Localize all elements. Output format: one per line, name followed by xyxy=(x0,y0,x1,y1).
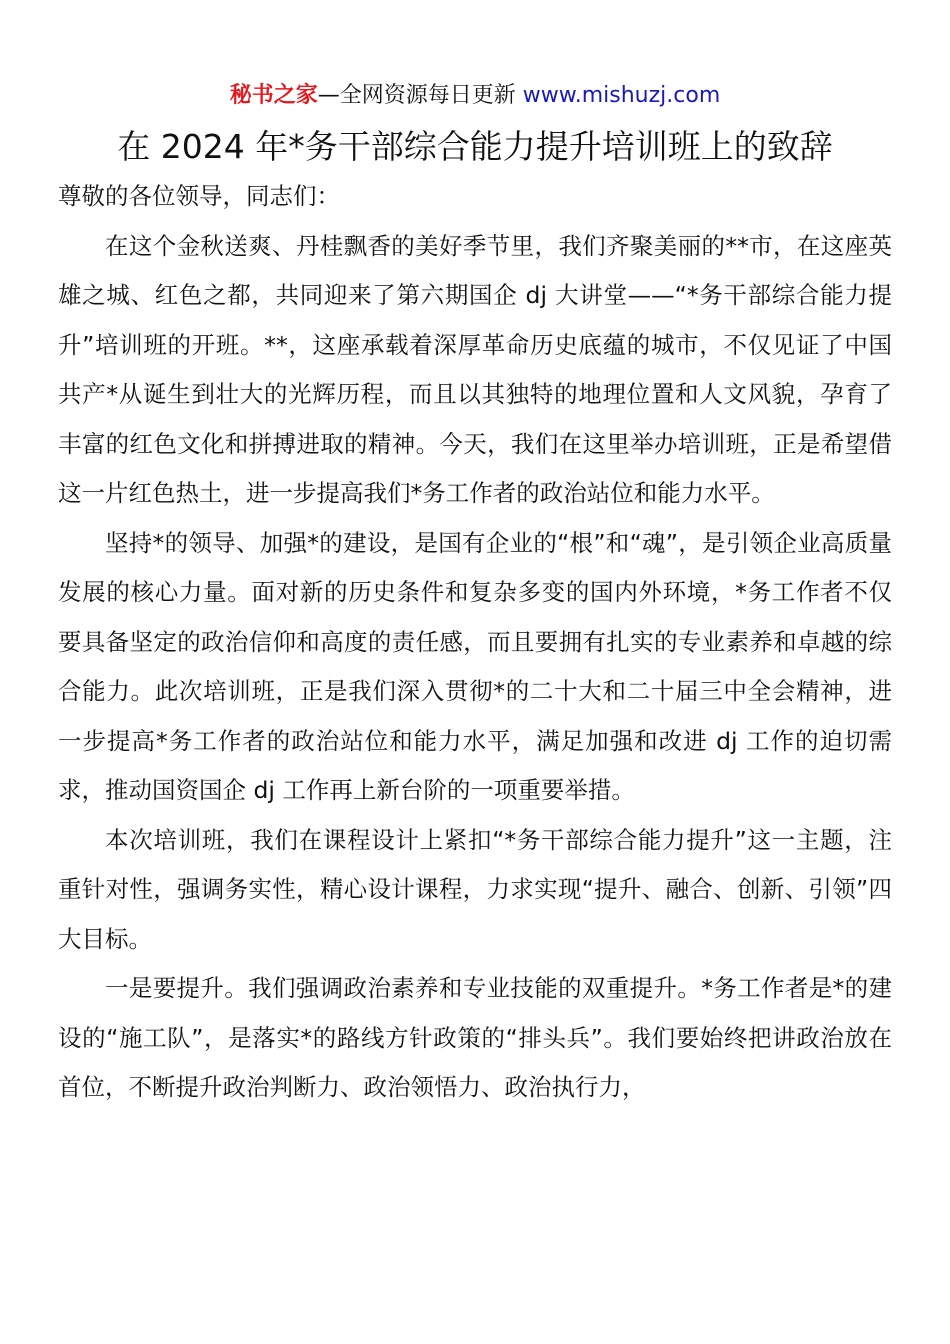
site-url-link[interactable]: www.mishuzj.com xyxy=(522,83,721,108)
paragraph-1: 在这个金秋送爽、丹桂飘香的美好季节里，我们齐聚美丽的**市，在这座英雄之城、红色之都，共同迎来了第六期国企 dj 大讲堂——“*务干部综合能力提升”培训班的开班。**，这座承载着深厚革命历史底蕴的城市，不仅见证了中国共产*从诞生到壮大的光辉历程，而且以其独特的地理位置和人文风貌，孕育了丰富的红色文化和拼搏进取的精神。今天，我们在这里举办培训班，正是希望借这一片红色热土，进一步提高我们*务工作者的政治站位和能力水平。 xyxy=(58,231,892,507)
site-header xyxy=(0,80,950,112)
document-body xyxy=(58,172,892,1113)
paragraph-4: 一是要提升。我们强调政治素养和专业技能的双重提升。*务工作者是*的建设的“施工队”，是落实*的路线方针政策的“排头兵”。我们要始终把讲政治放在首位，不断提升政治判断力、政治领悟力、政治执行力， xyxy=(58,974,892,1101)
salutation: 尊敬的各位领导，同志们： xyxy=(58,182,340,210)
paragraph-3: 本次培训班，我们在课程设计上紧扣“*务干部综合能力提升”这一主题，注重针对性，强调务实性，精心设计课程，力求实现“提升、融合、创新、引领”四大目标。 xyxy=(58,825,892,953)
paragraph-2: 坚持*的领导、加强*的建设，是国有企业的“根”和“魂”，是引领企业高质量发展的核心力量。面对新的历史条件和复杂多变的国内外环境，*务工作者不仅要具备坚定的政治信仰和高度的责任感，而且要拥有扎实的专业素养和卓越的综合能力。此次培训班，正是我们深入贯彻*的二十大和二十届三中全会精神，进一步提高*务工作者的政治站位和能力水平，满足加强和改进 dj 工作的迫切需求，推动国资国企 dj 工作再上新台阶的一项重要举措。 xyxy=(58,528,892,804)
site-tagline: —全网资源每日更新 xyxy=(317,83,523,108)
site-name: 秘书之家 xyxy=(229,83,318,108)
document-title: 在 2024 年*务干部综合能力提升培训班上的致辞 xyxy=(117,127,833,166)
